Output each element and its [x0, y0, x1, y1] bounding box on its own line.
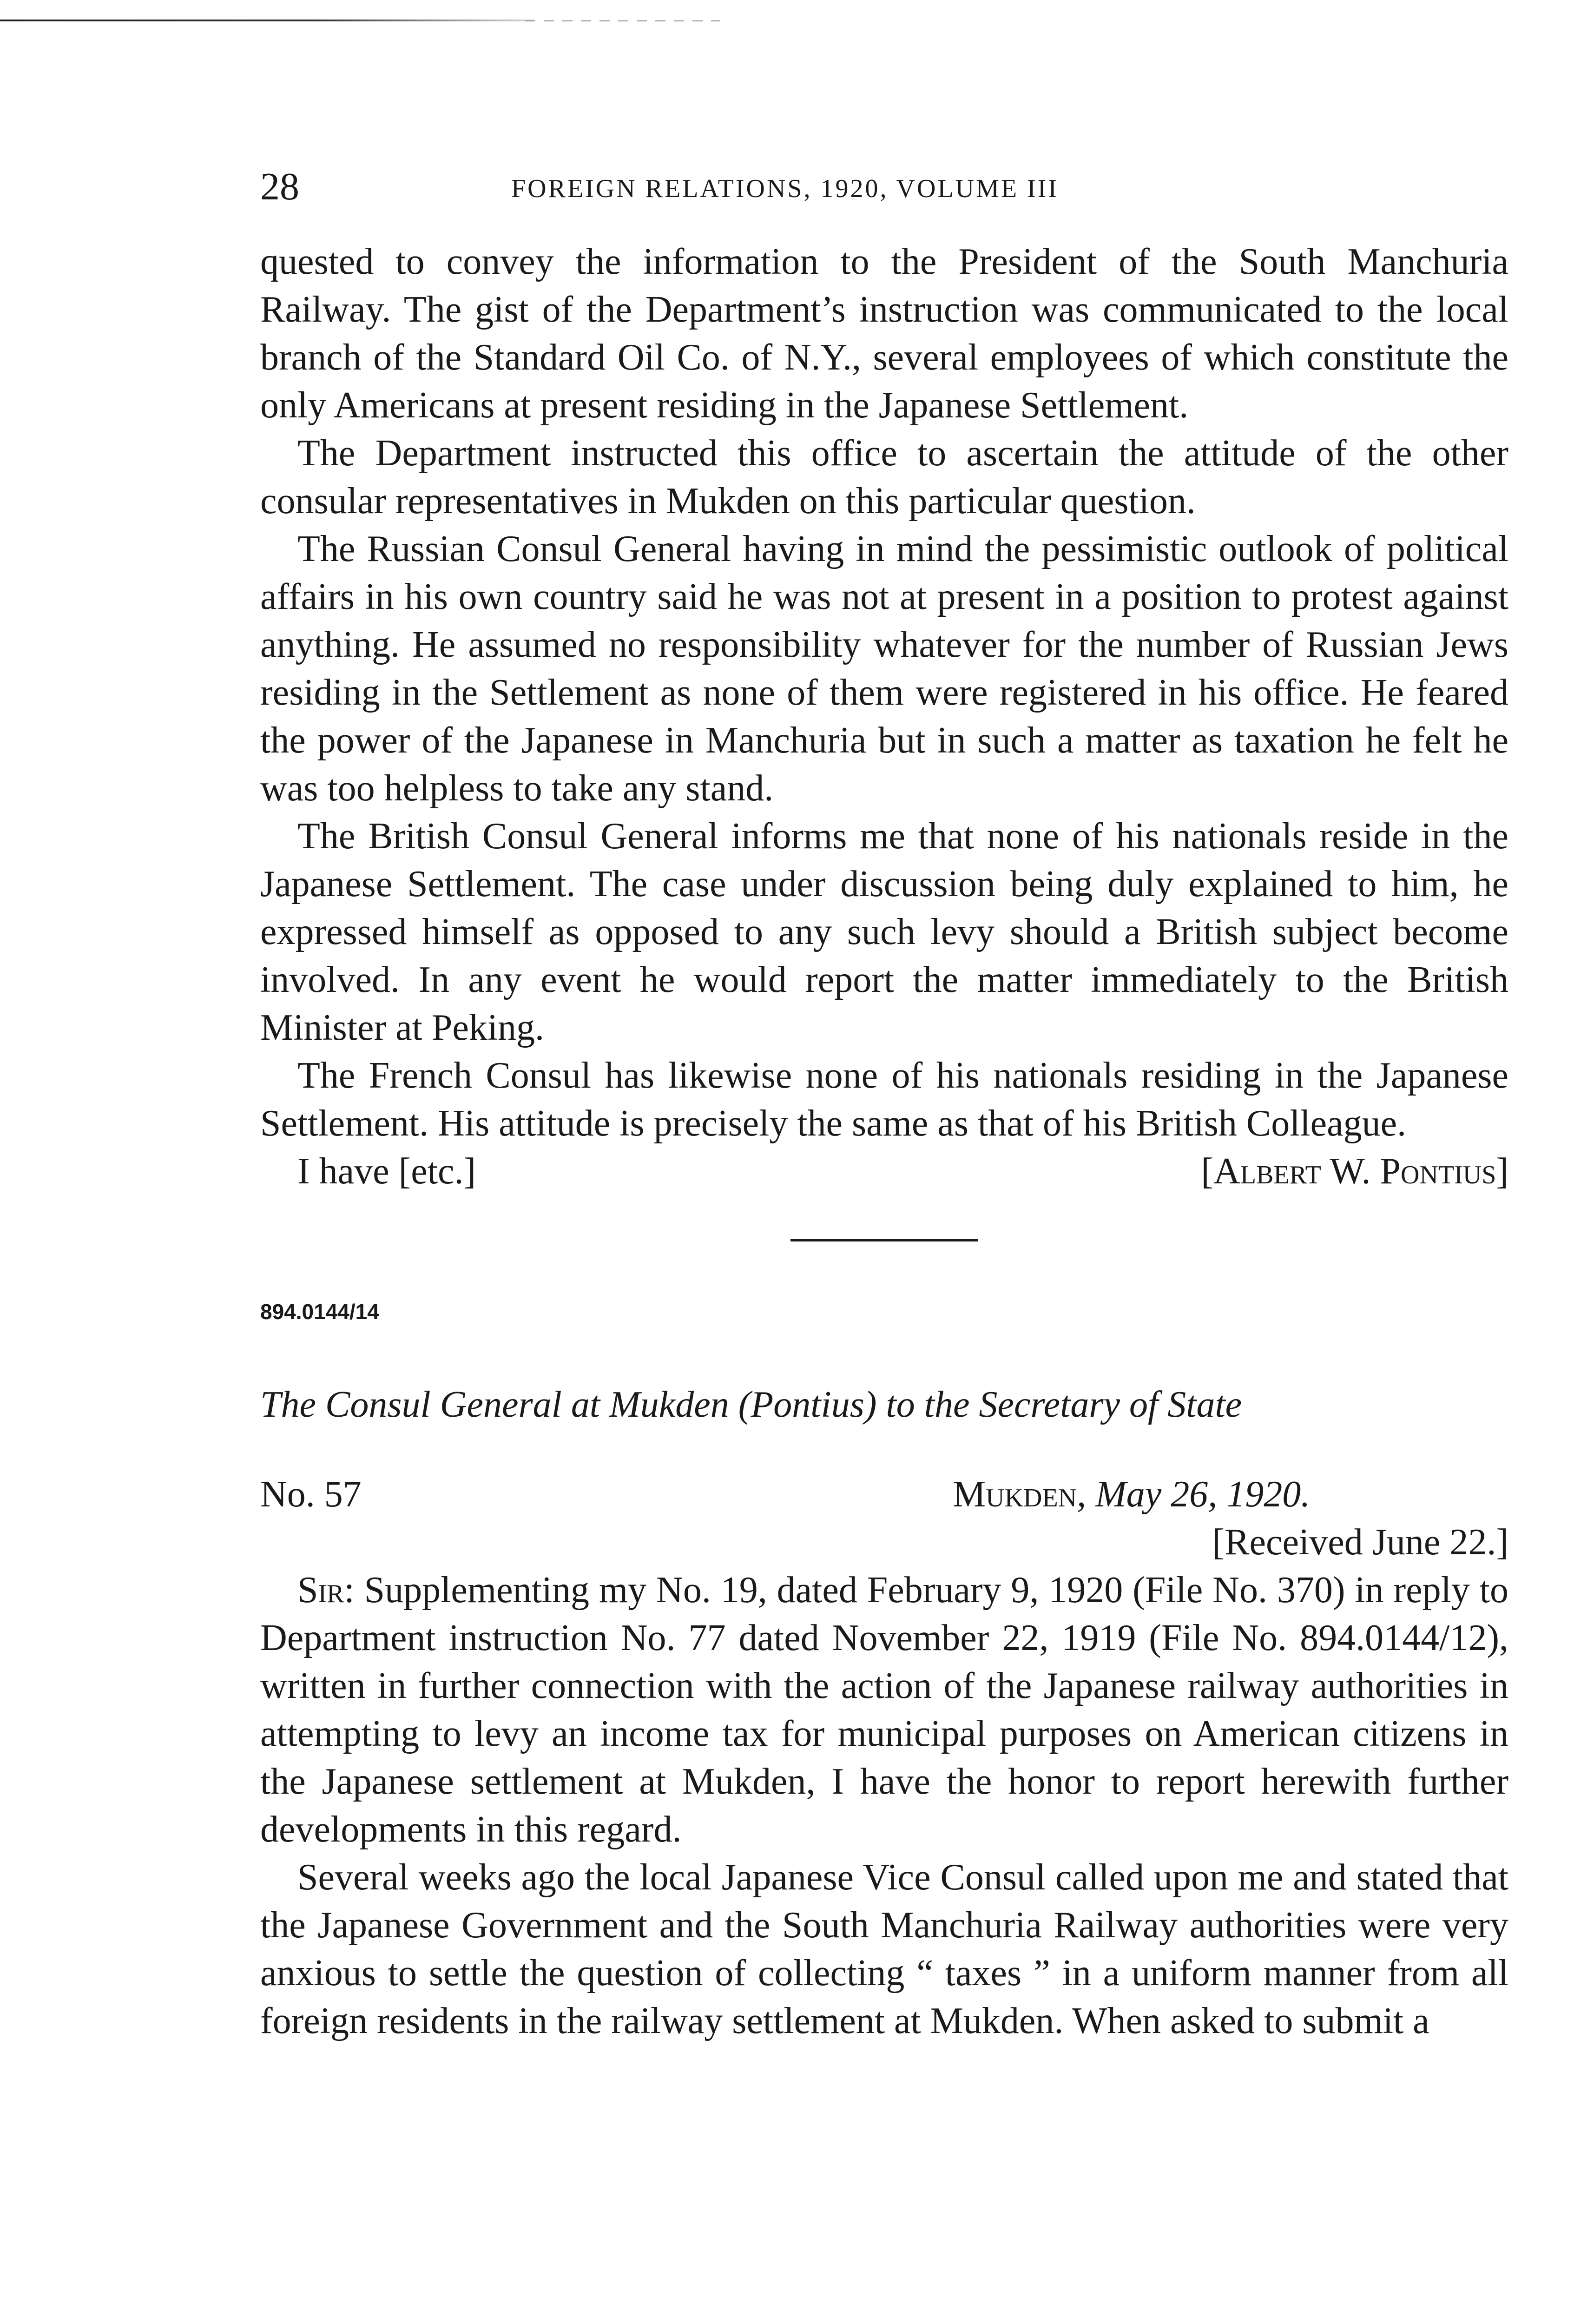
salutation: Sir: [297, 1570, 344, 1611]
signature-first-name: Albert: [1213, 1151, 1321, 1192]
paragraph-department-instruction: The Department instructed this office to ascertain the attitude of the other consular representatives in Mukden on this particular question.: [260, 433, 1508, 522]
page: [260, 167, 1508, 2045]
signature-open-bracket: [: [1201, 1151, 1214, 1192]
paragraph-russian-consul: The Russian Consul General having in mind the pessimistic outlook of political affairs in his own country said he was not at present in a position to protest against anything. He assumed no responsibility whatever for the number of Russian Jews residing in the Settlement as none of them were registered in his office. He feared the power of the Japanese in Manchuria but in such a matter as taxation he felt he was too helpless to take any stand.: [260, 528, 1508, 809]
running-head: [260, 167, 1508, 223]
closing-line: [260, 1148, 1508, 1195]
paragraph-british-consul: The British Consul General informs me that none of his nationals reside in the Japanese Settlement. The case under discussion being duly explained to him, he expressed himself as opposed to any such levy should a British subject become involved. In any event he would report the matter immediately to the British Minister at Peking.: [260, 816, 1508, 1048]
paragraph-vice-consul: Several weeks ago the local Japanese Vice Consul called upon me and stated that the Japanese Government and the South Manchuria Railway authorities were very anxious to settle the question of collecting “ taxes ” in a uniform manner from all foreign residents in the railway settlement at Mukden. When asked to submit a: [260, 1857, 1508, 2041]
letter-date: , May 26, 1920.: [1077, 1474, 1311, 1515]
paragraph-french-consul: The French Consul has likewise none of his nationals residing in the Japanese Settlement. His attitude is precisely the same as that of his British Colleague.: [260, 1055, 1508, 1144]
page-number: 28: [260, 165, 299, 208]
file-number: 894.0144/14: [260, 1300, 379, 1324]
signature-close-bracket: ]: [1496, 1151, 1508, 1192]
document-heading: The Consul General at Mukden (Pontius) to the Secretary of State: [260, 1384, 1242, 1425]
paragraph-supplementing-text: : Supplementing my No. 19, dated February 9, 1920 (File No. 370) in reply to Department instruction No. 77 dated November 22, 1919 (File No. 894.0144/12), written in further connection with the action of the Japanese railway authorities in attempting to levy an income tax for municipal purposes on American citizens in the Japanese settlement at Mukden, I have the honor to report herewith further developments in this regard.: [260, 1570, 1508, 1850]
scan-edge-dashes: [525, 20, 720, 21]
received-date: [Received June 22.]: [1212, 1522, 1508, 1563]
place-date: [953, 1471, 1310, 1519]
place-name: Mukden: [953, 1474, 1077, 1515]
section-divider: [790, 1239, 978, 1241]
paragraph-continued: quested to convey the information to the President of the South Manchuria Railway. The gist of the Department’s instruction was communicated to the local branch of the Standard Oil Co. of N.Y., several employees of which constitute the only Americans at present residing in the Japanese Settlement.: [260, 241, 1508, 426]
document-number: No. 57: [260, 1474, 362, 1515]
scan-edge-rule: [0, 20, 534, 21]
paragraph-supplementing: [260, 1566, 1508, 1854]
signature-last-name: Pontius: [1380, 1151, 1496, 1192]
dateline: [260, 1471, 1508, 1519]
running-title: FOREIGN RELATIONS, 1920, VOLUME III: [511, 174, 1059, 203]
signature: [1201, 1148, 1508, 1195]
complimentary-close: I have [etc.]: [297, 1151, 476, 1192]
signature-middle-initial: W.: [1321, 1151, 1380, 1192]
